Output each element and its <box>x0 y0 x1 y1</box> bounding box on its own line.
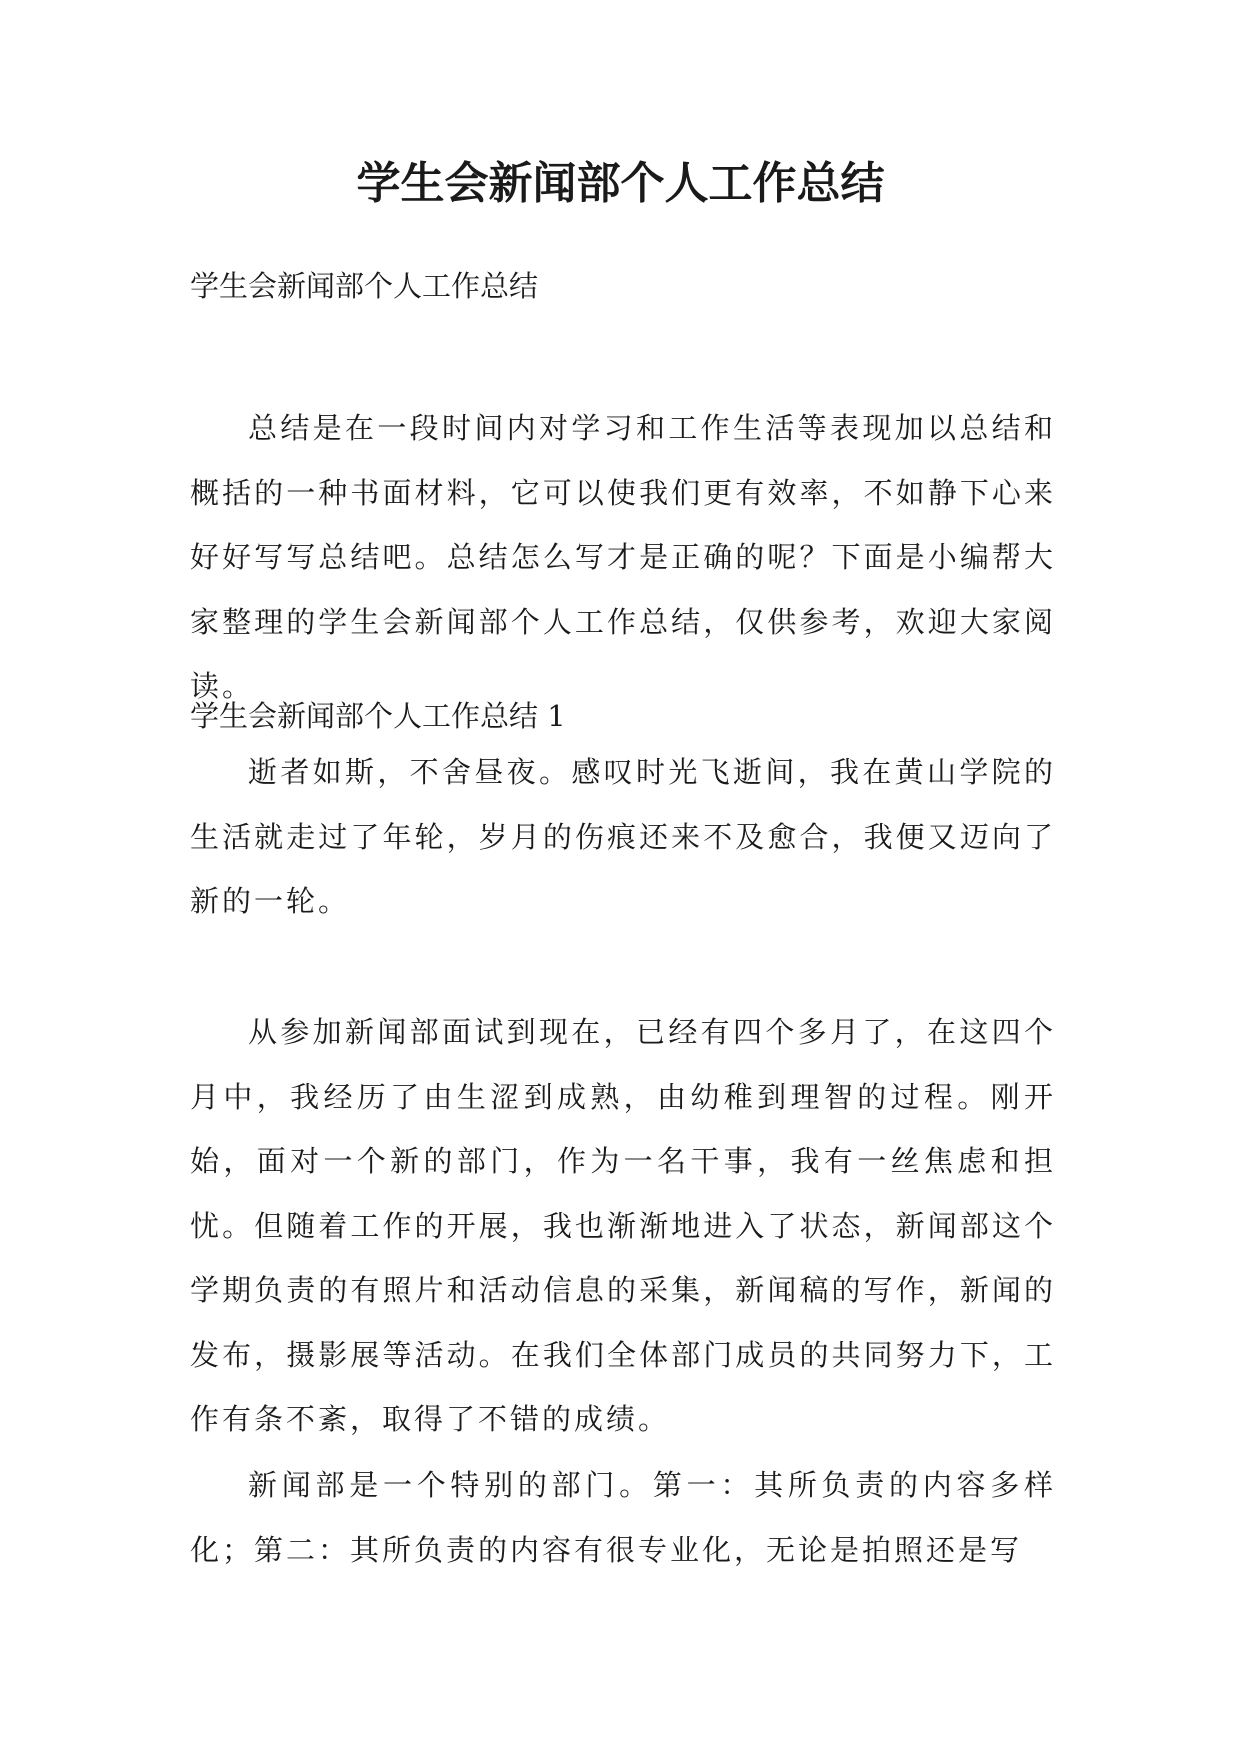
intro-paragraph: 总结是在一段时间内对学习和工作生活等表现加以总结和概括的一种书面材料，它可以使我们更有效率，不如静下心来好好写写总结吧。总结怎么写才是正确的呢？下面是小编帮大家整理的学生会新闻部个人工作总结，仅供参考，欢迎大家阅读。 <box>190 411 1056 703</box>
body-paragraph-1: 逝者如斯，不舍昼夜。感叹时光飞逝间，我在黄山学院的生活就走过了年轮，岁月的伤痕还来不及愈合，我便又迈向了新的一轮。 <box>190 755 1056 918</box>
section-heading: 学生会新闻部个人工作总结 1 <box>190 699 566 733</box>
body-paragraph-2: 从参加新闻部面试到现在，已经有四个多月了，在这四个月中，我经历了由生涩到成熟，由幼稚到理智的过程。刚开始，面对一个新的部门，作为一名干事，我有一丝焦虑和担忧。但随着工作的开展，我也渐渐地进入了状态，新闻部这个学期负责的有照片和活动信息的采集，新闻稿的写作，新闻的发布，摄影展等活动。在我们全体部门成员的共同努力下，工作有条不紊，取得了不错的成绩。 <box>190 1015 1056 1436</box>
document-subtitle: 学生会新闻部个人工作总结 <box>190 269 539 303</box>
body-paragraph-3: 新闻部是一个特别的部门。第一：其所负责的内容多样化；第二：其所负责的内容有很专业化，无论是拍照还是写 <box>190 1468 1056 1567</box>
document-title: 学生会新闻部个人工作总结 <box>356 158 885 209</box>
